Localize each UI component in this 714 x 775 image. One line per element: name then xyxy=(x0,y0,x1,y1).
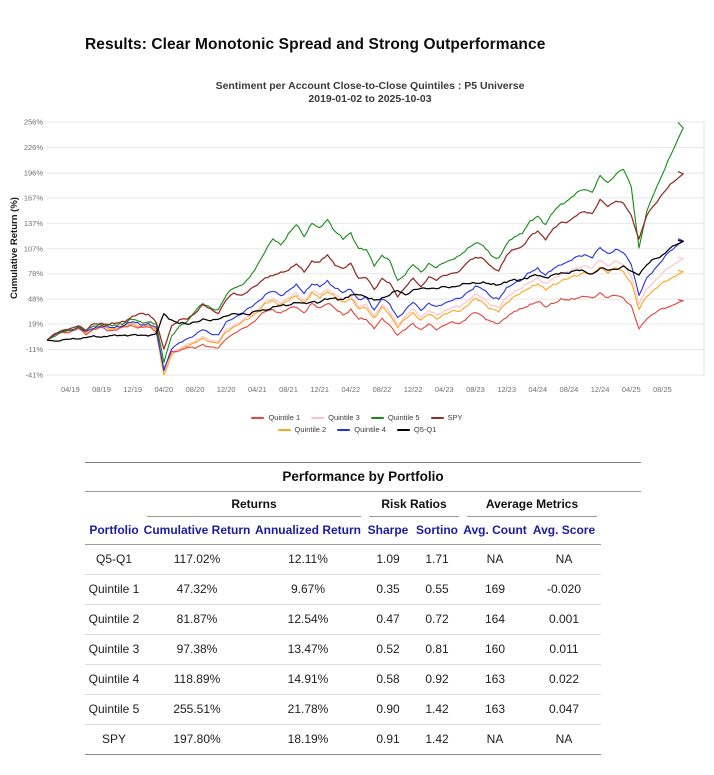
series-line-quintile-3 xyxy=(47,257,683,375)
x-tick-label: 12/20 xyxy=(216,385,236,394)
metric-value: 97.38% xyxy=(176,642,218,656)
metric-value: 0.90 xyxy=(376,702,400,716)
series-line-quintile-2 xyxy=(47,267,683,375)
y-tick-label: 19% xyxy=(27,319,43,329)
table-group-label: Average Metrics xyxy=(485,497,579,511)
metric-value: 0.022 xyxy=(548,672,580,686)
legend-item-quintile-4 xyxy=(337,425,386,434)
table-title: Performance by Portfolio xyxy=(85,463,641,492)
metric-value: 164 xyxy=(484,612,506,626)
metric-value: NA xyxy=(555,552,573,566)
x-tick-label: 04/21 xyxy=(247,385,267,394)
portfolio-name: SPY xyxy=(101,732,126,746)
y-tick-label: 226% xyxy=(23,143,43,153)
legend-item-quintile-2 xyxy=(278,425,327,434)
table-row-quintile-2 xyxy=(85,605,601,635)
metric-value: 118.89% xyxy=(173,672,221,686)
metric-value: 160 xyxy=(484,642,506,656)
table-row-q5-q1 xyxy=(85,545,601,575)
table-group-risk-ratios xyxy=(365,492,463,517)
metric-value: 0.81 xyxy=(425,642,449,656)
legend-label: SPY xyxy=(447,413,463,422)
metric-value: 14.91% xyxy=(287,672,329,686)
column-header-sharpe: Sharpe xyxy=(367,523,409,537)
legend-swatch xyxy=(311,417,324,419)
metric-value: 117.02% xyxy=(173,552,221,566)
column-header-sortino: Sortino xyxy=(416,523,458,537)
legend-label: Quintile 2 xyxy=(294,425,327,434)
legend-row xyxy=(278,425,437,434)
legend-item-quintile-3 xyxy=(311,413,360,422)
metric-value: 0.35 xyxy=(376,582,400,596)
legend-label: Quintile 4 xyxy=(354,425,386,434)
metric-value: 12.54% xyxy=(287,612,329,626)
table-row-spy xyxy=(85,725,601,755)
portfolio-name: Quintile 2 xyxy=(88,612,140,626)
table-row-quintile-1 xyxy=(85,575,601,605)
metric-value: 0.58 xyxy=(376,672,400,686)
chart-legend xyxy=(0,413,714,434)
metric-value: 0.011 xyxy=(549,642,579,656)
legend-swatch xyxy=(371,417,384,419)
metric-value: NA xyxy=(555,732,573,746)
column-header-avg-count: Avg. Count xyxy=(463,523,527,537)
metric-value: 169 xyxy=(484,582,506,596)
metric-value: NA xyxy=(486,552,504,566)
y-tick-label: -41% xyxy=(25,370,43,380)
y-tick-label: 137% xyxy=(23,218,43,228)
metric-value: 18.19% xyxy=(287,732,329,746)
legend-item-spy xyxy=(431,413,463,422)
metric-value: 1.42 xyxy=(425,702,449,716)
portfolio-name: Quintile 3 xyxy=(88,642,140,656)
column-header-avg-score: Avg. Score xyxy=(532,523,596,537)
series-line-quintile-5 xyxy=(47,122,683,362)
x-tick-label: 08/19 xyxy=(92,385,111,394)
x-tick-label: 08/21 xyxy=(279,385,298,394)
legend-item-q5-q1 xyxy=(397,425,437,434)
y-tick-label: 107% xyxy=(23,244,43,254)
column-header-portfolio: Portfolio xyxy=(89,523,139,537)
x-tick-label: 08/24 xyxy=(559,385,579,394)
legend-swatch xyxy=(337,429,350,431)
column-header-cumulative-return: Cumulative Return xyxy=(143,523,251,537)
portfolio-name: Quintile 4 xyxy=(88,672,140,686)
metric-value: 81.87% xyxy=(176,612,218,626)
y-tick-label: -11% xyxy=(26,344,43,354)
x-tick-label: 08/20 xyxy=(185,385,205,394)
metric-value: -0.020 xyxy=(546,582,582,596)
legend-label: Q5-Q1 xyxy=(413,425,437,434)
metric-value: 255.51% xyxy=(173,702,221,716)
chart-title-line1: Sentiment per Account Close-to-Close Quintiles : P5 Universe xyxy=(215,80,525,92)
x-tick-label: 12/21 xyxy=(310,385,330,394)
metric-value: 0.72 xyxy=(425,612,449,626)
metric-value: 0.52 xyxy=(376,642,400,656)
table-header-row xyxy=(85,517,601,545)
metric-value: 0.91 xyxy=(376,732,400,746)
table-group-returns xyxy=(143,492,365,517)
table-group-average-metrics xyxy=(463,492,601,517)
legend-label: Quintile 1 xyxy=(268,413,301,422)
y-tick-label: 167% xyxy=(23,193,43,203)
table-row-quintile-4 xyxy=(85,665,601,695)
x-tick-label: 08/22 xyxy=(372,385,392,394)
table-group-spacer xyxy=(85,492,143,517)
x-tick-label: 04/23 xyxy=(434,385,454,394)
metric-value: 1.71 xyxy=(425,552,449,566)
metric-value: 0.92 xyxy=(425,672,449,686)
y-tick-label: 196% xyxy=(23,168,43,178)
metric-value: 1.42 xyxy=(425,732,449,746)
x-tick-label: 04/19 xyxy=(60,385,80,394)
returns-chart xyxy=(0,106,714,402)
x-tick-label: 12/23 xyxy=(497,385,517,394)
x-tick-label: 12/22 xyxy=(403,385,423,394)
legend-swatch xyxy=(397,429,410,431)
metric-value: 13.47% xyxy=(287,642,329,656)
chart-area xyxy=(0,106,714,402)
page-title: Results: Clear Monotonic Spread and Strong Outperformance xyxy=(85,36,546,53)
column-header-annualized-return: Annualized Return xyxy=(254,523,361,537)
legend-swatch xyxy=(251,417,264,419)
chart-title-line2: 2019-01-02 to 2025-10-03 xyxy=(308,93,432,105)
metric-value: 0.55 xyxy=(425,582,449,596)
table-body xyxy=(85,545,601,755)
table-row-quintile-3 xyxy=(85,635,601,665)
x-tick-label: 04/20 xyxy=(154,385,174,394)
metric-value: 47.32% xyxy=(176,582,218,596)
metric-value: 163 xyxy=(484,702,506,716)
y-tick-label: 256% xyxy=(23,117,43,127)
y-tick-label: 48% xyxy=(27,294,43,304)
metric-value: 9.67% xyxy=(290,582,326,596)
x-tick-label: 04/25 xyxy=(621,385,641,394)
legend-item-quintile-5 xyxy=(371,413,420,422)
portfolio-name: Quintile 5 xyxy=(88,702,140,716)
metric-value: 0.47 xyxy=(376,612,400,626)
metric-value: 163 xyxy=(484,672,506,686)
legend-row xyxy=(251,413,462,422)
legend-label: Quintile 3 xyxy=(328,413,360,422)
x-tick-label: 08/25 xyxy=(653,385,672,394)
x-tick-label: 12/19 xyxy=(123,385,143,394)
y-axis-label: Cumulative Return (%) xyxy=(9,197,20,299)
legend-swatch xyxy=(431,417,444,419)
legend-label: Quintile 5 xyxy=(387,413,420,422)
table-row-quintile-5 xyxy=(85,695,601,725)
portfolio-name: Quintile 1 xyxy=(88,582,140,596)
portfolio-name: Q5-Q1 xyxy=(95,552,132,566)
table-group-label: Returns xyxy=(231,497,277,511)
table-group-header-row xyxy=(85,492,601,517)
metric-value: NA xyxy=(486,732,504,746)
performance-table xyxy=(85,462,641,755)
x-tick-label: 12/24 xyxy=(590,385,610,394)
x-tick-label: 04/24 xyxy=(528,385,548,394)
metric-value: 1.09 xyxy=(376,552,400,566)
x-tick-label: 04/22 xyxy=(341,385,361,394)
metric-value: 12.11% xyxy=(288,552,328,566)
chart-title xyxy=(40,80,700,106)
metric-value: 0.047 xyxy=(548,702,580,716)
legend-swatch xyxy=(278,429,291,431)
metric-value: 21.78% xyxy=(287,702,329,716)
x-tick-label: 08/23 xyxy=(466,385,485,394)
metric-value: 0.001 xyxy=(548,612,580,626)
table-group-label: Risk Ratios xyxy=(381,497,447,511)
legend-item-quintile-1 xyxy=(251,413,300,422)
metric-value: 197.80% xyxy=(173,732,221,746)
y-tick-label: 78% xyxy=(27,269,43,279)
